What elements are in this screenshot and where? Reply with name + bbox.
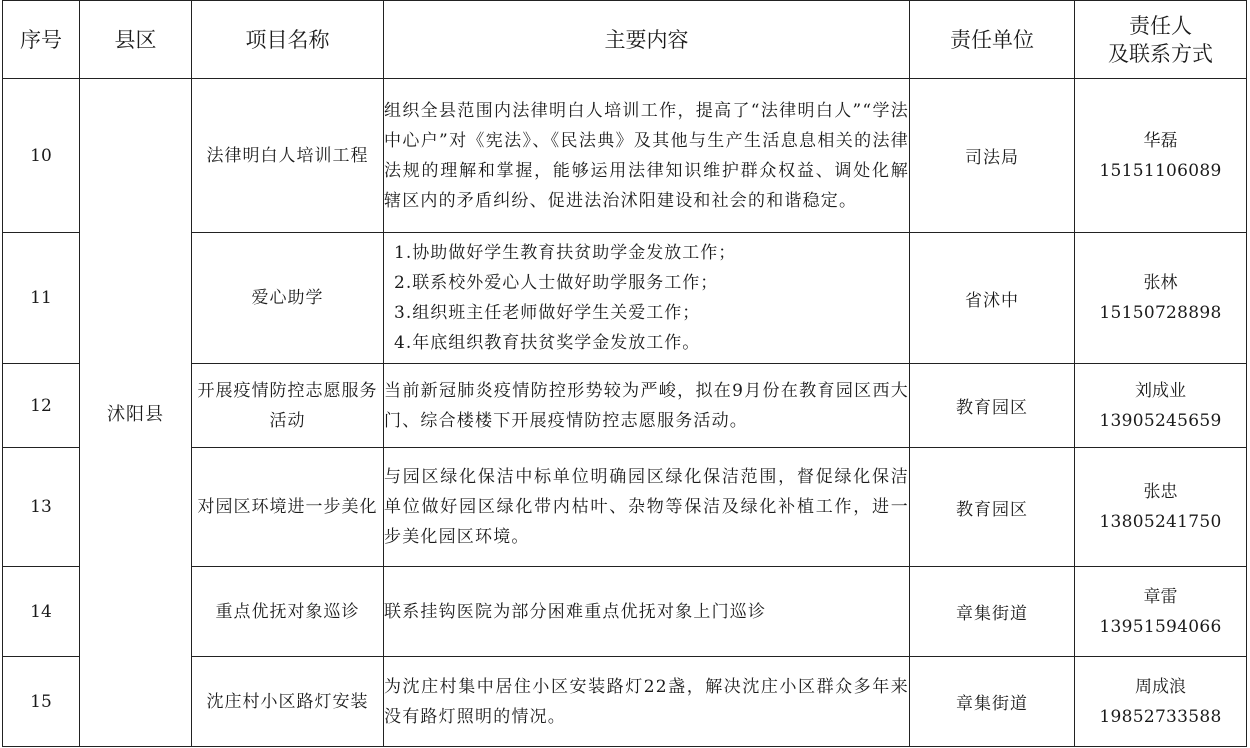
contact-person: 张忠 <box>1143 482 1178 502</box>
responsible-unit: 教育园区 <box>910 364 1075 448</box>
header-project: 项目名称 <box>192 1 384 79</box>
project-content: 当前新冠肺炎疫情防控形势较为严峻，拟在9月份在教育园区西大门、综合楼楼下开展疫情防控志愿服务活动。 <box>384 364 910 448</box>
content-item: 1.协助做好学生教育扶贫助学金发放工作； <box>394 243 737 263</box>
contact-phone: 19852733588 <box>1099 706 1222 727</box>
row-index: 14 <box>3 567 80 657</box>
responsible-unit: 省沭中 <box>910 233 1075 364</box>
row-index: 15 <box>3 657 80 747</box>
content-item: 2.联系校外爱心人士做好助学服务工作； <box>394 273 719 293</box>
contact-cell <box>1075 448 1247 567</box>
project-name: 爱心助学 <box>192 233 384 364</box>
header-unit: 责任单位 <box>910 1 1075 79</box>
county-cell: 沭阳县 <box>80 79 192 747</box>
project-content: 与园区绿化保洁中标单位明确园区绿化保洁范围，督促绿化保洁单位做好园区绿化带内枯叶、杂物等保洁及绿化补植工作，进一步美化园区环境。 <box>384 448 910 567</box>
table-row <box>3 79 1247 233</box>
header-contact-line2: 及联系方式 <box>1108 41 1213 66</box>
row-index: 11 <box>3 233 80 364</box>
header-index: 序号 <box>3 1 80 79</box>
row-index: 12 <box>3 364 80 448</box>
content-item: 4.年底组织教育扶贫奖学金发放工作。 <box>394 333 701 353</box>
contact-phone: 15150728898 <box>1099 303 1222 323</box>
project-name: 法律明白人培训工程 <box>192 79 384 233</box>
row-index: 10 <box>3 79 80 233</box>
header-row <box>3 1 1247 79</box>
responsible-unit: 章集街道 <box>910 657 1075 747</box>
project-name: 开展疫情防控志愿服务活动 <box>192 364 384 448</box>
contact-person: 张林 <box>1143 273 1178 293</box>
header-contact-line1: 责任人 <box>1129 13 1192 38</box>
project-content: 为沈庄村集中居住小区安装路灯22盏，解决沈庄小区群众多年来没有路灯照明的情况。 <box>384 657 910 747</box>
contact-phone: 13805241750 <box>1099 512 1222 532</box>
contact-cell <box>1075 657 1247 747</box>
project-name: 沈庄村小区路灯安装 <box>192 657 384 747</box>
contact-person: 刘成业 <box>1135 380 1186 401</box>
responsible-unit: 教育园区 <box>910 448 1075 567</box>
project-name: 重点优抚对象巡诊 <box>192 567 384 657</box>
project-name: 对园区环境进一步美化 <box>192 448 384 567</box>
contact-person: 章雷 <box>1143 586 1178 607</box>
contact-person: 华磊 <box>1143 130 1178 151</box>
row-index: 13 <box>3 448 80 567</box>
header-content: 主要内容 <box>384 1 910 79</box>
contact-cell <box>1075 567 1247 657</box>
contact-person: 周成浪 <box>1135 676 1186 697</box>
project-content <box>384 233 910 364</box>
content-item: 3.组织班主任老师做好学生关爱工作； <box>394 303 701 323</box>
project-table <box>2 0 1247 747</box>
contact-cell <box>1075 79 1247 233</box>
project-content: 联系挂钩医院为部分困难重点优抚对象上门巡诊 <box>384 567 910 657</box>
responsible-unit: 章集街道 <box>910 567 1075 657</box>
header-contact <box>1075 1 1247 79</box>
contact-phone: 15151106089 <box>1099 160 1222 181</box>
contact-phone: 13905245659 <box>1099 410 1222 431</box>
header-county: 县区 <box>80 1 192 79</box>
project-content: 组织全县范围内法律明白人培训工作，提高了“法律明白人”“学法中心户”对《宪法》、《民法典》及其他与生产生活息息相关的法律法规的理解和掌握，能够运用法律知识维护群众权益、调处化解辖区内的矛盾纠纷、促进法治沭阳建设和社会的和谐稳定。 <box>384 79 910 233</box>
responsible-unit: 司法局 <box>910 79 1075 233</box>
contact-cell <box>1075 233 1247 364</box>
contact-phone: 13951594066 <box>1099 616 1222 637</box>
contact-cell <box>1075 364 1247 448</box>
